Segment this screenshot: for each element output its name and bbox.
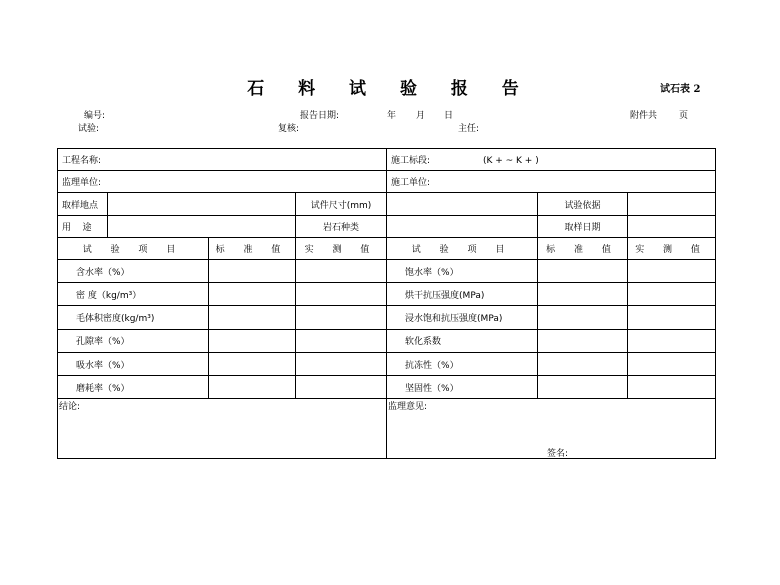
measured-value-cell xyxy=(628,329,716,352)
signature-label: 签名: xyxy=(547,449,569,459)
standard-value-cell xyxy=(209,260,296,283)
col-header-standard-right: 标 准 值 xyxy=(538,237,628,259)
col-header-measured-right: 实 测 值 xyxy=(628,237,716,259)
report-table xyxy=(57,148,716,459)
supervisor-label: 主任: xyxy=(458,124,480,134)
standard-value-cell xyxy=(538,283,628,306)
form-number: 试石表 2 xyxy=(660,84,701,95)
usage-label: 用 途 xyxy=(58,215,108,237)
sampling-date-value xyxy=(628,215,716,237)
table-row xyxy=(58,329,716,352)
serial-label: 编号: xyxy=(84,111,106,121)
project-name-cell: 工程名称: xyxy=(58,149,387,171)
table-row xyxy=(58,260,716,283)
pages-label: 页 xyxy=(679,111,689,121)
left-item-label: 毛体积密度(kg/m³) xyxy=(58,306,209,329)
left-item-label: 磨耗率（%） xyxy=(58,376,209,399)
specimen-size-value xyxy=(387,193,538,215)
measured-value-cell xyxy=(296,376,387,399)
right-item-label: 软化系数 xyxy=(387,329,538,352)
sampling-site-value xyxy=(108,193,296,215)
right-item-label: 浸水饱和抗压强度(MPa) xyxy=(387,306,538,329)
standard-value-cell xyxy=(209,352,296,375)
tester-label: 试验: xyxy=(78,124,100,134)
right-item-label: 抗冻性（%） xyxy=(387,352,538,375)
measured-value-cell xyxy=(628,352,716,375)
rock-type-value xyxy=(387,215,538,237)
standard-value-cell xyxy=(209,329,296,352)
measured-value-cell xyxy=(628,376,716,399)
report-title: 石 料 试 验 报 告 xyxy=(247,79,533,99)
sampling-site-label: 取样地点 xyxy=(58,193,108,215)
col-header-item-left: 试 验 项 目 xyxy=(58,237,209,259)
sampling-date-label: 取样日期 xyxy=(538,215,628,237)
standard-value-cell xyxy=(538,260,628,283)
right-item-label: 烘干抗压强度(MPa) xyxy=(387,283,538,306)
test-basis-label: 试验依据 xyxy=(538,193,628,215)
construction-unit-cell: 施工单位: xyxy=(387,171,716,193)
construction-section-label: 施工标段: xyxy=(391,156,431,167)
standard-value-cell xyxy=(538,306,628,329)
table-row xyxy=(58,306,716,329)
test-basis-value xyxy=(628,193,716,215)
col-header-measured-left: 实 测 值 xyxy=(296,237,387,259)
standard-value-cell xyxy=(209,306,296,329)
standard-value-cell xyxy=(538,352,628,375)
standard-value-cell xyxy=(538,376,628,399)
measured-value-cell xyxy=(296,283,387,306)
left-item-label: 吸水率（%） xyxy=(58,352,209,375)
supervision-opinion-cell xyxy=(387,399,716,459)
usage-value xyxy=(108,215,296,237)
right-item-label: 饱水率（%） xyxy=(387,260,538,283)
measured-value-cell xyxy=(628,260,716,283)
conclusion-label: 结论: xyxy=(59,402,81,413)
standard-value-cell xyxy=(209,376,296,399)
stake-range: (K + ~ K + ) xyxy=(482,156,539,167)
measured-value-cell xyxy=(296,260,387,283)
right-item-label: 坚固性（%） xyxy=(387,376,538,399)
supervision-opinion-label: 监理意见: xyxy=(388,402,428,413)
standard-value-cell xyxy=(209,283,296,306)
table-row xyxy=(58,352,716,375)
left-item-label: 孔隙率（%） xyxy=(58,329,209,352)
day-label: 日 xyxy=(444,111,454,121)
measured-value-cell xyxy=(296,352,387,375)
construction-section-cell xyxy=(387,149,716,171)
left-item-label: 密 度（kg/m³） xyxy=(58,283,209,306)
measured-value-cell xyxy=(296,329,387,352)
supervision-unit-cell: 监理单位: xyxy=(58,171,387,193)
col-header-item-right: 试 验 项 目 xyxy=(387,237,538,259)
table-row xyxy=(58,283,716,306)
table-row xyxy=(58,376,716,399)
month-label: 月 xyxy=(416,111,426,121)
measured-value-cell xyxy=(296,306,387,329)
standard-value-cell xyxy=(538,329,628,352)
measured-value-cell xyxy=(628,306,716,329)
measured-value-cell xyxy=(628,283,716,306)
specimen-size-label: 试件尺寸(mm) xyxy=(296,193,387,215)
year-label: 年 xyxy=(387,111,397,121)
reviewer-label: 复核: xyxy=(278,124,300,134)
report-date-label: 报告日期: xyxy=(300,111,340,121)
col-header-standard-left: 标 准 值 xyxy=(209,237,296,259)
attachment-label: 附件共 xyxy=(630,111,658,121)
left-item-label: 含水率（%） xyxy=(58,260,209,283)
conclusion-cell xyxy=(58,399,387,459)
rock-type-label: 岩石种类 xyxy=(296,215,387,237)
